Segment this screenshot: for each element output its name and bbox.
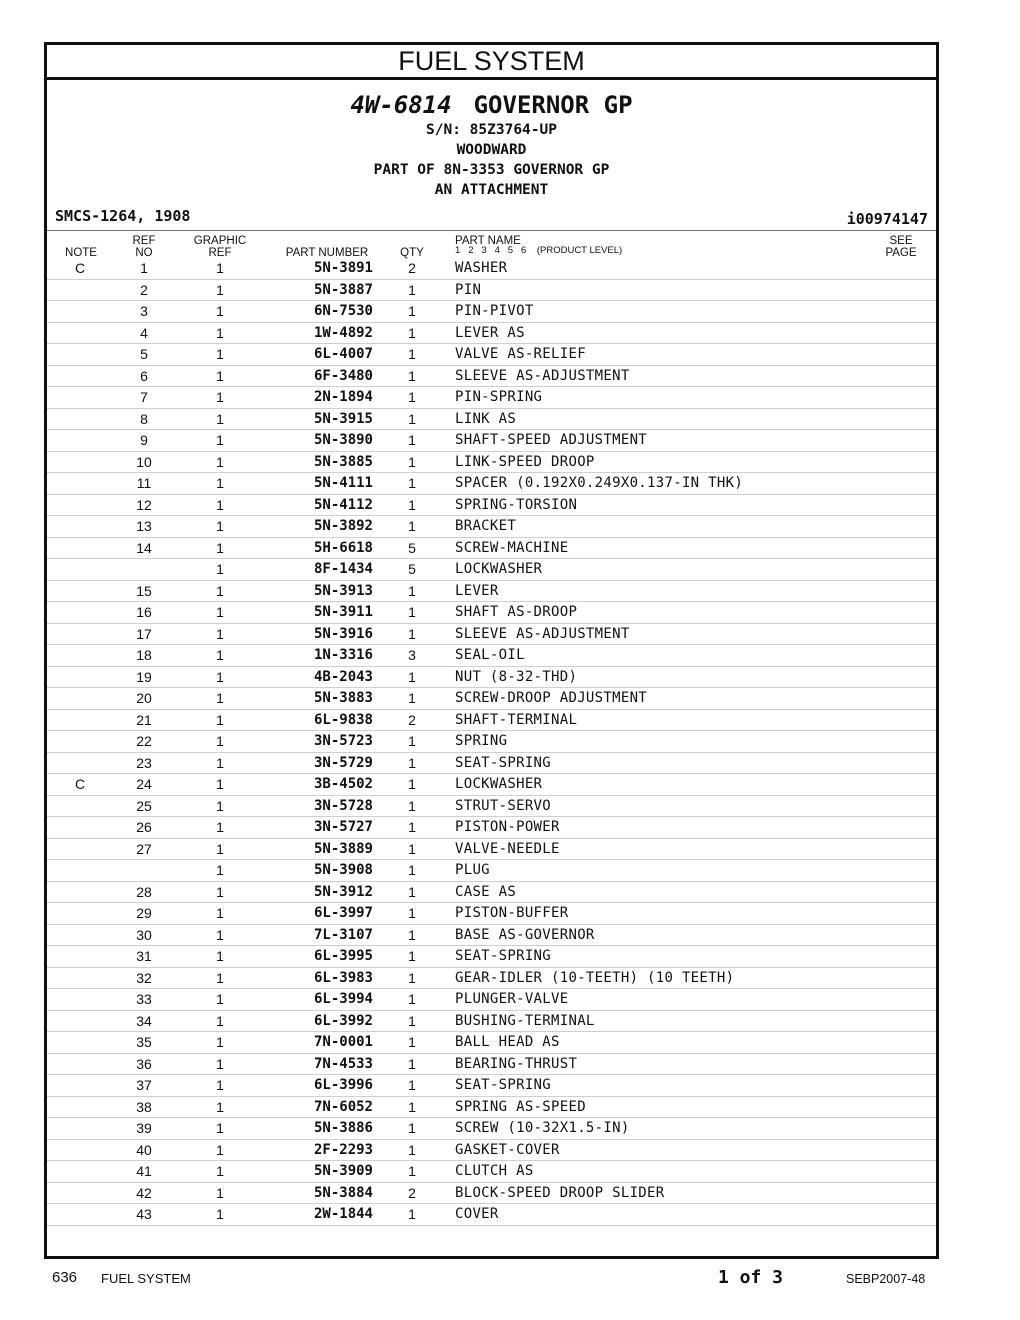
col-see-bottom: PAGE <box>885 247 917 259</box>
graphic-ref-cell: 1 <box>216 1141 224 1158</box>
part-name-cell: SCREW-DROOP ADJUSTMENT <box>455 690 648 706</box>
part-name-cell: CLUTCH AS <box>455 1163 534 1179</box>
table-row <box>47 796 936 818</box>
part-number-cell: 3N-5727 <box>313 819 373 835</box>
qty-cell: 1 <box>408 1141 416 1158</box>
part-name-cell: SPACER (0.192X0.249X0.137-IN THK) <box>455 475 744 491</box>
part-number-cell: 1W-4892 <box>313 324 373 341</box>
graphic-ref-cell: 1 <box>216 475 224 491</box>
ref-no-cell: 15 <box>136 582 152 599</box>
ref-no-cell: 27 <box>136 840 152 857</box>
ref-no-cell: 1 <box>140 260 148 276</box>
qty-cell: 1 <box>408 733 416 749</box>
graphic-ref-cell: 1 <box>216 797 224 814</box>
part-name-cell: PIN-PIVOT <box>455 303 534 319</box>
ref-no-cell: 20 <box>136 690 152 706</box>
part-name-cell: SLEEVE AS-ADJUSTMENT <box>455 367 630 384</box>
part-number-cell: 2F-2293 <box>313 1141 373 1158</box>
table-row <box>47 387 936 409</box>
part-name-cell: SCREW-MACHINE <box>455 539 569 556</box>
table-row <box>47 1011 936 1033</box>
part-name-cell: LOCKWASHER <box>455 561 543 577</box>
ref-no-cell: 4 <box>140 324 148 341</box>
table-row <box>47 731 936 753</box>
table-row <box>47 946 936 968</box>
graphic-ref-cell: 1 <box>216 1077 224 1093</box>
qty-cell: 1 <box>408 1012 416 1029</box>
parts-table <box>47 258 936 1226</box>
graphic-ref-cell: 1 <box>216 711 224 728</box>
qty-cell: 1 <box>408 410 416 427</box>
ref-no-cell: 13 <box>136 518 152 534</box>
parts-list-frame <box>44 42 939 1259</box>
part-name-cell: GEAR-IDLER (10-TEETH) (10 TEETH) <box>455 969 735 986</box>
col-graphic-top: GRAPHIC <box>193 235 247 247</box>
part-number-cell: 5N-3885 <box>313 453 373 470</box>
table-row <box>47 882 936 904</box>
part-name-cell: BALL HEAD AS <box>455 1034 560 1050</box>
table-row <box>47 1097 936 1119</box>
table-row <box>47 409 936 431</box>
part-number-cell: 2W-1844 <box>313 1206 373 1222</box>
part-name-cell: PISTON-POWER <box>455 819 560 835</box>
table-row <box>47 602 936 624</box>
group-header <box>47 80 936 200</box>
graphic-ref-cell: 1 <box>216 905 224 921</box>
part-name-cell: BRACKET <box>455 518 517 534</box>
qty-cell: 1 <box>408 819 416 835</box>
qty-cell: 1 <box>408 776 416 792</box>
part-number-cell: 5N-3892 <box>313 518 373 534</box>
part-name-cell: LEVER <box>455 582 499 599</box>
part-number-cell: 6L-3983 <box>313 969 373 986</box>
part-number-cell: 6F-3480 <box>313 367 373 384</box>
ref-no-cell: 35 <box>136 1034 152 1050</box>
table-row <box>47 1118 936 1140</box>
part-number-cell: 3N-5728 <box>313 797 373 814</box>
ref-no-cell: 41 <box>136 1163 152 1179</box>
table-row <box>47 624 936 646</box>
part-name-cell: PISTON-BUFFER <box>455 905 569 921</box>
qty-cell: 1 <box>408 883 416 900</box>
graphic-ref-cell: 1 <box>216 948 224 964</box>
graphic-ref-cell: 1 <box>216 1163 224 1179</box>
qty-cell: 1 <box>408 668 416 685</box>
part-number-cell: 5N-3913 <box>313 582 373 599</box>
qty-cell: 1 <box>408 367 416 384</box>
ref-no-cell: 14 <box>136 539 152 556</box>
graphic-ref-cell: 1 <box>216 389 224 405</box>
part-name-cell: STRUT-SERVO <box>455 797 552 814</box>
ref-no-cell: 21 <box>136 711 152 728</box>
part-name-cell: SPRING-TORSION <box>455 496 578 513</box>
part-name-cell: LEVER AS <box>455 324 525 341</box>
graphic-ref-cell: 1 <box>216 1120 224 1136</box>
qty-cell: 1 <box>408 797 416 814</box>
table-row <box>47 473 936 495</box>
graphic-ref-cell: 1 <box>216 561 224 577</box>
graphic-ref-cell: 1 <box>216 625 224 642</box>
col-graphic-bottom: REF <box>208 247 232 259</box>
ref-no-cell: 8 <box>140 410 148 427</box>
group-part-name: GOVERNOR GP <box>473 91 633 119</box>
part-number-cell: 4B-2043 <box>313 668 373 685</box>
table-row <box>47 452 936 474</box>
part-name-cell: COVER <box>455 1206 499 1222</box>
table-row <box>47 581 936 603</box>
qty-cell: 1 <box>408 690 416 706</box>
ref-no-cell: 29 <box>136 905 152 921</box>
ref-no-cell: 18 <box>136 647 152 663</box>
graphic-ref-cell: 1 <box>216 367 224 384</box>
part-name-cell: SPRING AS-SPEED <box>455 1098 586 1115</box>
qty-cell: 5 <box>408 561 416 577</box>
part-name-cell: PLUG <box>455 862 490 878</box>
part-number-cell: 7N-0001 <box>313 1034 373 1050</box>
table-row <box>47 1032 936 1054</box>
table-row <box>47 688 936 710</box>
graphic-ref-cell: 1 <box>216 754 224 771</box>
graphic-ref-cell: 1 <box>216 819 224 835</box>
part-number-cell: 5N-3911 <box>313 604 373 620</box>
ref-no-cell: 19 <box>136 668 152 685</box>
part-name-cell: SHAFT-SPEED ADJUSTMENT <box>455 432 648 448</box>
graphic-ref-cell: 1 <box>216 1098 224 1115</box>
graphic-ref-cell: 1 <box>216 926 224 943</box>
ref-no-cell: 12 <box>136 496 152 513</box>
part-name-cell: VALVE AS-RELIEF <box>455 346 586 362</box>
part-number-cell: 3N-5723 <box>313 733 373 749</box>
part-number-cell: 6L-3992 <box>313 1012 373 1029</box>
page-number: 636 <box>52 1269 78 1286</box>
ref-no-cell: 11 <box>136 475 152 491</box>
part-name-cell: BUSHING-TERMINAL <box>455 1012 595 1029</box>
part-number-cell: 5N-4112 <box>313 496 373 513</box>
ref-no-cell: 36 <box>136 1055 152 1072</box>
table-row <box>47 817 936 839</box>
col-see-top: SEE <box>889 235 913 247</box>
graphic-ref-cell: 1 <box>216 1206 224 1222</box>
qty-cell: 1 <box>408 346 416 362</box>
part-number-cell: 7L-3107 <box>313 926 373 943</box>
part-number-cell: 5N-3908 <box>313 862 373 878</box>
serial-number: S/N: 85Z3764-UP <box>426 122 557 138</box>
table-row <box>47 1204 936 1226</box>
table-row <box>47 645 936 667</box>
group-title <box>47 90 936 120</box>
col-product-level: 1 2 3 4 5 6 (PRODUCT LEVEL) <box>455 245 623 256</box>
graphic-ref-cell: 1 <box>216 647 224 663</box>
ref-no-cell: 7 <box>140 389 148 405</box>
ref-no-cell: 30 <box>136 926 152 943</box>
table-row <box>47 774 936 796</box>
part-name-cell: WASHER <box>455 260 508 276</box>
part-name-cell: SLEEVE AS-ADJUSTMENT <box>455 625 630 642</box>
part-number-cell: 2N-1894 <box>313 389 373 405</box>
table-row <box>47 280 936 302</box>
part-number-cell: 6L-3997 <box>313 905 373 921</box>
qty-cell: 1 <box>408 905 416 921</box>
part-name-cell: PIN <box>455 281 482 298</box>
part-of-line: PART OF 8N-3353 GOVERNOR GP <box>373 162 610 178</box>
part-name-cell: SHAFT-TERMINAL <box>455 711 578 728</box>
part-number-cell: 6L-4007 <box>313 346 373 362</box>
table-row <box>47 1075 936 1097</box>
part-name-cell: BASE AS-GOVERNOR <box>455 926 595 943</box>
part-name-cell: SCREW (10-32X1.5-IN) <box>455 1120 630 1136</box>
table-row <box>47 301 936 323</box>
part-number-cell: 6L-3995 <box>313 948 373 964</box>
graphic-ref-cell: 1 <box>216 432 224 448</box>
qty-cell: 1 <box>408 582 416 599</box>
qty-cell: 1 <box>408 604 416 620</box>
table-row <box>47 839 936 861</box>
table-row <box>47 968 936 990</box>
qty-cell: 1 <box>408 948 416 964</box>
qty-cell: 2 <box>408 260 416 276</box>
smcs-code: SMCS-1264, 1908 <box>55 207 191 225</box>
col-ref-top: REF <box>132 235 156 247</box>
graphic-ref-cell: 1 <box>216 690 224 706</box>
table-row <box>47 323 936 345</box>
group-part-number: 4W-6814 <box>350 91 452 119</box>
ref-no-cell: 24 <box>136 776 152 792</box>
document-id: SEBP2007-48 <box>846 1272 926 1286</box>
note-cell: C <box>74 260 86 276</box>
part-number-cell: 5N-3909 <box>313 1163 373 1179</box>
qty-cell: 1 <box>408 475 416 491</box>
header-divider <box>47 230 936 231</box>
qty-cell: 1 <box>408 1120 416 1136</box>
part-number-cell: 5N-3891 <box>313 260 373 276</box>
part-name-cell: PIN-SPRING <box>455 389 543 405</box>
table-row <box>47 258 936 280</box>
qty-cell: 1 <box>408 303 416 319</box>
qty-cell: 1 <box>408 1098 416 1115</box>
ref-no-cell: 3 <box>140 303 148 319</box>
part-number-cell: 5N-3889 <box>313 840 373 857</box>
graphic-ref-cell: 1 <box>216 410 224 427</box>
part-name-cell: BEARING-THRUST <box>455 1055 578 1072</box>
graphic-ref-cell: 1 <box>216 582 224 599</box>
graphic-ref-cell: 1 <box>216 733 224 749</box>
col-ref-bottom: NO <box>135 247 153 259</box>
ref-no-cell: 9 <box>140 432 148 448</box>
graphic-ref-cell: 1 <box>216 281 224 298</box>
part-name-cell: LINK-SPEED DROOP <box>455 453 595 470</box>
qty-cell: 2 <box>408 711 416 728</box>
col-part-number: PART NUMBER <box>285 247 369 259</box>
ref-no-cell: 22 <box>136 733 152 749</box>
ref-no-cell: 43 <box>136 1206 152 1222</box>
part-name-cell: CASE AS <box>455 883 517 900</box>
table-row <box>47 925 936 947</box>
ref-no-cell: 37 <box>136 1077 152 1093</box>
qty-cell: 1 <box>408 453 416 470</box>
graphic-ref-cell: 1 <box>216 1184 224 1201</box>
qty-cell: 1 <box>408 1055 416 1072</box>
table-row <box>47 753 936 775</box>
qty-cell: 1 <box>408 840 416 857</box>
part-name-cell: NUT (8-32-THD) <box>455 668 578 685</box>
qty-cell: 1 <box>408 324 416 341</box>
qty-cell: 1 <box>408 926 416 943</box>
graphic-ref-cell: 1 <box>216 539 224 556</box>
part-name-cell: SEAT-SPRING <box>455 1077 552 1093</box>
manufacturer: WOODWARD <box>456 142 527 158</box>
qty-cell: 1 <box>408 1034 416 1050</box>
ref-no-cell: 42 <box>136 1184 152 1201</box>
qty-cell: 1 <box>408 969 416 986</box>
graphic-ref-cell: 1 <box>216 668 224 685</box>
qty-cell: 1 <box>408 1077 416 1093</box>
qty-cell: 3 <box>408 647 416 663</box>
part-number-cell: 5N-3912 <box>313 883 373 900</box>
graphic-ref-cell: 1 <box>216 496 224 513</box>
graphic-ref-cell: 1 <box>216 840 224 857</box>
table-row <box>47 1054 936 1076</box>
graphic-ref-cell: 1 <box>216 324 224 341</box>
part-number-cell: 5H-6618 <box>313 539 373 556</box>
ref-no-cell: 17 <box>136 625 152 642</box>
col-qty: QTY <box>400 247 424 259</box>
ref-no-cell: 28 <box>136 883 152 900</box>
part-number-cell: 1N-3316 <box>313 647 373 663</box>
graphic-ref-cell: 1 <box>216 1012 224 1029</box>
qty-cell: 1 <box>408 625 416 642</box>
graphic-ref-cell: 1 <box>216 862 224 878</box>
section-title: FUEL SYSTEM <box>47 45 936 80</box>
part-number-cell: 6N-7530 <box>313 303 373 319</box>
table-row <box>47 495 936 517</box>
ref-no-cell: 33 <box>136 991 152 1007</box>
qty-cell: 1 <box>408 991 416 1007</box>
part-name-cell: BLOCK-SPEED DROOP SLIDER <box>455 1184 665 1201</box>
table-row <box>47 516 936 538</box>
ref-no-cell: 6 <box>140 367 148 384</box>
ref-no-cell: 5 <box>140 346 148 362</box>
part-number-cell: 6L-3996 <box>313 1077 373 1093</box>
table-row <box>47 989 936 1011</box>
table-row <box>47 1140 936 1162</box>
part-number-cell: 7N-6052 <box>313 1098 373 1115</box>
graphic-ref-cell: 1 <box>216 303 224 319</box>
part-name-cell: GASKET-COVER <box>455 1141 560 1158</box>
table-row <box>47 1183 936 1205</box>
illustration-id: i00974147 <box>846 210 928 228</box>
qty-cell: 1 <box>408 1206 416 1222</box>
qty-cell: 1 <box>408 389 416 405</box>
table-row <box>47 1161 936 1183</box>
part-name-cell: LINK AS <box>455 410 517 427</box>
ref-no-cell: 38 <box>136 1098 152 1115</box>
ref-no-cell: 25 <box>136 797 152 814</box>
graphic-ref-cell: 1 <box>216 991 224 1007</box>
part-number-cell: 5N-4111 <box>313 475 373 491</box>
ref-no-cell: 10 <box>136 453 152 470</box>
graphic-ref-cell: 1 <box>216 604 224 620</box>
ref-no-cell: 39 <box>136 1120 152 1136</box>
part-number-cell: 3B-4502 <box>313 776 373 792</box>
part-number-cell: 5N-3886 <box>313 1120 373 1136</box>
part-number-cell: 8F-1434 <box>313 561 373 577</box>
ref-no-cell: 23 <box>136 754 152 771</box>
part-number-cell: 5N-3883 <box>313 690 373 706</box>
qty-cell: 1 <box>408 432 416 448</box>
part-number-cell: 3N-5729 <box>313 754 373 771</box>
part-name-cell: SPRING <box>455 733 508 749</box>
graphic-ref-cell: 1 <box>216 969 224 986</box>
ref-no-cell: 16 <box>136 604 152 620</box>
graphic-ref-cell: 1 <box>216 453 224 470</box>
part-number-cell: 5N-3890 <box>313 432 373 448</box>
qty-cell: 1 <box>408 518 416 534</box>
page-count: 1 of 3 <box>718 1267 784 1288</box>
qty-cell: 1 <box>408 281 416 298</box>
table-row <box>47 667 936 689</box>
part-name-cell: SEAT-SPRING <box>455 754 552 771</box>
ref-no-cell: 2 <box>140 281 148 298</box>
col-note: NOTE <box>65 247 97 259</box>
table-row <box>47 903 936 925</box>
ref-no-cell: 32 <box>136 969 152 986</box>
col-part-name: PART NAME <box>455 235 521 247</box>
graphic-ref-cell: 1 <box>216 1034 224 1050</box>
part-number-cell: 5N-3915 <box>313 410 373 427</box>
part-name-cell: SHAFT AS-DROOP <box>455 604 578 620</box>
ref-no-cell: 40 <box>136 1141 152 1158</box>
part-number-cell: 5N-3884 <box>313 1184 373 1201</box>
part-number-cell: 5N-3916 <box>313 625 373 642</box>
table-row <box>47 538 936 560</box>
graphic-ref-cell: 1 <box>216 883 224 900</box>
table-row <box>47 559 936 581</box>
table-row <box>47 430 936 452</box>
qty-cell: 2 <box>408 1184 416 1201</box>
part-number-cell: 6L-9838 <box>313 711 373 728</box>
part-number-cell: 6L-3994 <box>313 991 373 1007</box>
part-number-cell: 5N-3887 <box>313 281 373 298</box>
ref-no-cell: 34 <box>136 1012 152 1029</box>
part-number-cell: 7N-4533 <box>313 1055 373 1072</box>
qty-cell: 1 <box>408 496 416 513</box>
qty-cell: 1 <box>408 1163 416 1179</box>
note-cell: C <box>74 776 86 792</box>
ref-no-cell: 26 <box>136 819 152 835</box>
footer-section: FUEL SYSTEM <box>101 1271 191 1286</box>
qty-cell: 1 <box>408 862 416 878</box>
qty-cell: 1 <box>408 754 416 771</box>
table-row <box>47 860 936 882</box>
graphic-ref-cell: 1 <box>216 776 224 792</box>
part-name-cell: SEAL-OIL <box>455 647 525 663</box>
part-name-cell: SEAT-SPRING <box>455 948 552 964</box>
part-name-cell: VALVE-NEEDLE <box>455 840 560 857</box>
graphic-ref-cell: 1 <box>216 260 224 276</box>
table-row <box>47 344 936 366</box>
part-name-cell: LOCKWASHER <box>455 776 543 792</box>
qty-cell: 5 <box>408 539 416 556</box>
part-name-cell: PLUNGER-VALVE <box>455 991 569 1007</box>
graphic-ref-cell: 1 <box>216 1055 224 1072</box>
attachment-line: AN ATTACHMENT <box>434 182 549 198</box>
table-row <box>47 366 936 388</box>
table-row <box>47 710 936 732</box>
graphic-ref-cell: 1 <box>216 518 224 534</box>
ref-no-cell: 31 <box>136 948 152 964</box>
graphic-ref-cell: 1 <box>216 346 224 362</box>
